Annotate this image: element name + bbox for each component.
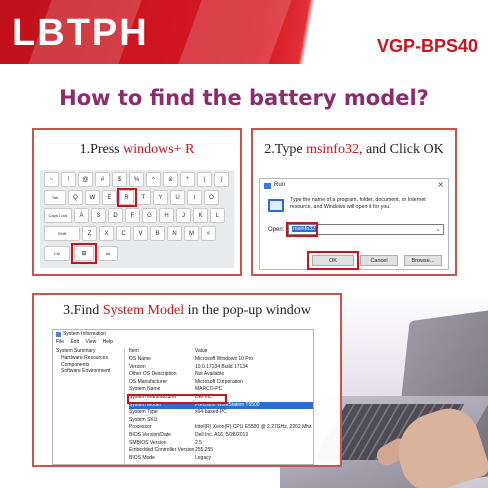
step1-caption [34, 142, 240, 158]
row-value: Legacy [195, 454, 212, 461]
tree-item-components[interactable]: Components [61, 361, 90, 368]
table-row[interactable] [129, 424, 313, 431]
key[interactable]: W [85, 190, 100, 205]
step3-caption [34, 303, 340, 319]
row-item: System SKU [129, 416, 158, 423]
key[interactable]: $ [112, 172, 127, 187]
column-header-item[interactable]: Item [129, 348, 139, 354]
sysinfo-title: System Information [63, 331, 107, 337]
highlight-box [307, 251, 359, 270]
step2-highlight: msinfo32 [306, 142, 359, 157]
system-information-window [52, 329, 314, 465]
row-value: Dell Inc. A16, 5/28/2013 [195, 432, 249, 438]
key[interactable]: T [136, 190, 151, 205]
row-value: Microsoft Windows 10 Pro [195, 356, 254, 362]
run-program-icon [268, 199, 284, 212]
keyboard [40, 170, 234, 268]
row-value: MARCO-PC [195, 386, 223, 393]
key[interactable]: N [167, 226, 182, 241]
highlight-box [71, 243, 97, 264]
run-description: Type the name of a program, folder, document, or Internet resource, and Windows will open it for you. [290, 197, 426, 210]
sysinfo-grid [129, 348, 313, 465]
key[interactable]: U [170, 190, 185, 205]
key[interactable]: Shift [44, 226, 80, 241]
menu-help[interactable]: Help [102, 339, 113, 345]
run-icon [264, 183, 271, 189]
key[interactable]: Tab [44, 190, 66, 205]
step3-text: 3.Find [63, 303, 103, 318]
sysinfo-icon [56, 332, 61, 337]
key[interactable]: & [163, 172, 178, 187]
row-item: System Type [129, 409, 158, 416]
row-item: Processor [129, 424, 152, 431]
table-row[interactable] [129, 364, 313, 371]
step3-highlight: System Model [102, 303, 185, 318]
row-item: SMBIOS Version [129, 439, 167, 446]
open-label: Open: [268, 227, 285, 233]
tree-item-hardware[interactable]: Hardware Resources [61, 354, 108, 361]
row-item: Embedded Controller Version [129, 447, 195, 454]
sysinfo-tree [53, 348, 125, 465]
key[interactable]: Ctrl [44, 246, 70, 261]
key[interactable]: @ [78, 172, 93, 187]
key[interactable]: ^ [146, 172, 161, 187]
cancel-button[interactable]: Cancel [360, 255, 398, 266]
column-header-value[interactable]: Value [195, 348, 208, 354]
highlight-box [117, 188, 137, 207]
key[interactable]: Y [153, 190, 168, 205]
step1-text: 1.Press [79, 142, 124, 157]
menu-view[interactable]: View [85, 339, 97, 345]
run-dialog [259, 178, 449, 270]
menu-edit[interactable]: Edit [70, 339, 80, 345]
key[interactable]: G [142, 208, 157, 223]
key[interactable]: # [95, 172, 110, 187]
tree-item-system-summary[interactable]: System Summary [56, 348, 96, 354]
step1-panel [32, 128, 242, 276]
key[interactable]: * [180, 172, 195, 187]
key[interactable]: Alt [98, 246, 118, 261]
row-item: OS Manufacturer [129, 378, 168, 385]
key[interactable]: J [176, 208, 191, 223]
row-value: x64-based PC [195, 409, 227, 416]
step2-text: 2.Type [264, 142, 307, 157]
header-banner [0, 0, 488, 64]
brand-logo: LBTPH [12, 12, 149, 54]
browse-button[interactable]: Browse... [404, 255, 442, 266]
highlight-box [127, 394, 227, 404]
table-row[interactable] [129, 356, 313, 363]
table-row[interactable] [129, 447, 313, 454]
key[interactable]: ⊞ [74, 246, 94, 261]
ok-button[interactable]: OK [312, 255, 354, 266]
table-row[interactable] [129, 455, 313, 462]
table-row[interactable] [129, 417, 313, 424]
battery-model: VGP-BPS40 [376, 36, 478, 56]
table-row[interactable] [129, 386, 313, 393]
table-row[interactable] [129, 440, 313, 447]
key[interactable]: ) [214, 172, 229, 187]
key[interactable]: Q [68, 190, 83, 205]
key[interactable]: V [133, 226, 148, 241]
tree-item-software[interactable]: Software Environment [61, 368, 111, 375]
key[interactable]: < [201, 226, 216, 241]
row-value: Dell Inc. [195, 394, 214, 400]
step2-text-after: , and Click OK [358, 142, 444, 157]
run-title: Run [274, 182, 286, 188]
key[interactable]: Caps Lock [44, 208, 72, 223]
row-value: 10.0.17134 Build 17134 [195, 363, 248, 370]
step2-panel [251, 128, 457, 276]
row-value: 2.5 [195, 439, 202, 446]
key[interactable]: Z [82, 226, 97, 241]
step1-highlight: windows+ R [123, 142, 195, 157]
chevron-down-icon[interactable]: ⌄ [435, 225, 441, 233]
key[interactable]: D [108, 208, 123, 223]
step2-caption [253, 142, 455, 158]
key[interactable]: C [116, 226, 131, 241]
step3-panel [32, 293, 342, 467]
row-item: OS Name [129, 356, 151, 362]
sysinfo-menu [56, 339, 118, 345]
step3-text-after: in the pop-up window [184, 303, 311, 318]
row-item: System Model [129, 401, 161, 408]
open-input-value: msinfo32 [293, 226, 316, 232]
row-item: BIOS Mode [129, 454, 155, 461]
row-value: 255.255 [195, 447, 214, 454]
key[interactable]: H [159, 208, 174, 223]
key[interactable]: X [99, 226, 114, 241]
key[interactable]: B [150, 226, 165, 241]
key[interactable]: L [210, 208, 225, 223]
menu-file[interactable]: File [56, 339, 65, 345]
key[interactable]: F [125, 208, 140, 223]
table-row[interactable] [129, 379, 313, 386]
key[interactable]: S [91, 208, 106, 223]
key[interactable]: ! [61, 172, 76, 187]
key[interactable]: % [129, 172, 144, 187]
table-row[interactable] [129, 409, 313, 416]
key[interactable]: I [187, 190, 202, 205]
row-item: Other OS Description [129, 371, 177, 378]
key[interactable]: A [74, 208, 89, 223]
row-item: System Manufacturer [129, 394, 177, 400]
highlight-box [286, 222, 318, 237]
key[interactable]: K [193, 208, 208, 223]
page-title: How to find the battery model? [59, 86, 429, 110]
table-row[interactable] [129, 371, 313, 378]
key[interactable]: ( [197, 172, 212, 187]
row-value: Microsoft Corporation [195, 378, 243, 385]
close-icon[interactable]: × [437, 180, 444, 189]
key[interactable]: ~ [44, 172, 59, 187]
table-row[interactable] [129, 432, 313, 439]
row-item: Version [129, 363, 146, 370]
row-value: Intel(R) Xeon(R) CPU E5520 @ 2.27GHz, 2262 Mhz [195, 424, 312, 431]
row-value: Not Available [195, 371, 225, 378]
key[interactable]: R [119, 190, 134, 205]
key[interactable]: E [102, 190, 117, 205]
row-item: BIOS Version/Date [129, 432, 171, 438]
row-item: System Name [129, 386, 161, 393]
row-value: Precision WorkStation T5500 [195, 401, 260, 408]
key[interactable]: O [204, 190, 219, 205]
key[interactable]: M [184, 226, 199, 241]
